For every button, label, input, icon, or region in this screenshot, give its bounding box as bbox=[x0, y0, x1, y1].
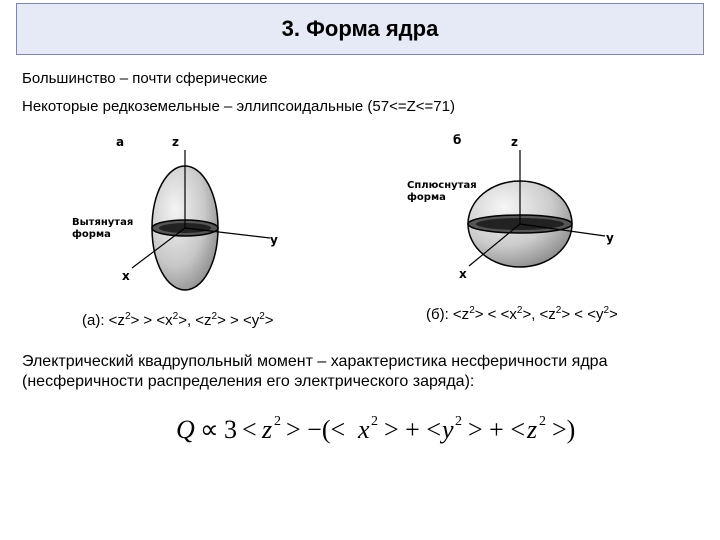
formula-sq-4: 2 bbox=[539, 414, 546, 429]
formula-z-2: z bbox=[527, 415, 538, 444]
prolate-z-label: z bbox=[172, 135, 179, 149]
figure-a-letter: а bbox=[116, 135, 125, 149]
formula-lt-1: < bbox=[242, 415, 257, 444]
oblate-z-label: z bbox=[511, 135, 518, 149]
caption-prolate: (а): $<z^2> > <x^2>$, $<z^2> > <y^2>$ bbox=[82, 311, 274, 329]
formula-mid-2: > + < bbox=[384, 415, 441, 444]
oblate-x-label: x bbox=[459, 267, 467, 281]
formula-mid-3: > + < bbox=[468, 415, 525, 444]
caption-oblate: (б): $<z^2> < <x^2>$, $<z^2> < <y^2>$ bbox=[426, 305, 618, 323]
quadrupole-paragraph bbox=[22, 352, 682, 392]
title-banner bbox=[16, 3, 704, 55]
paragraph-line-1: Электрический квадрупольный момент – характеристика несферичности ядра bbox=[22, 353, 608, 370]
formula-sq-1: 2 bbox=[274, 414, 281, 429]
formula-sq-3: 2 bbox=[455, 414, 462, 429]
line-ellipsoidal: Некоторые редкоземельные – эллипсоидальные (57<=Z<=71) bbox=[22, 98, 455, 115]
oblate-label-2: форма bbox=[407, 192, 446, 203]
oblate-label-1: Сплюснутая bbox=[407, 180, 477, 191]
prolate-label-1: Вытянутая bbox=[72, 217, 134, 228]
formula-end: >) bbox=[552, 415, 576, 444]
formula-z-1: z bbox=[262, 415, 273, 444]
formula-three: 3 bbox=[224, 415, 237, 444]
figure-b-letter: б bbox=[453, 133, 462, 147]
line-spherical: Большинство – почти сферические bbox=[22, 70, 268, 87]
formula-x: x bbox=[358, 415, 370, 444]
oblate-y-label: y bbox=[606, 231, 614, 245]
figure-prolate bbox=[60, 128, 310, 298]
formula-y: y bbox=[442, 415, 454, 444]
formula-propto: ∝ bbox=[200, 415, 219, 444]
quadrupole-formula bbox=[172, 408, 592, 448]
prolate-label-2: форма bbox=[72, 229, 111, 240]
prolate-y-label: y bbox=[270, 233, 278, 247]
formula-sq-2: 2 bbox=[371, 414, 378, 429]
formula-q: Q bbox=[176, 415, 195, 444]
figure-oblate bbox=[395, 128, 645, 298]
slide-title: 3. Форма ядра bbox=[281, 16, 439, 41]
prolate-x-label: x bbox=[122, 269, 130, 283]
formula-mid-1: > −(< bbox=[286, 415, 346, 444]
paragraph-line-2: (несферичности распределения его электрического заряда): bbox=[22, 373, 475, 390]
